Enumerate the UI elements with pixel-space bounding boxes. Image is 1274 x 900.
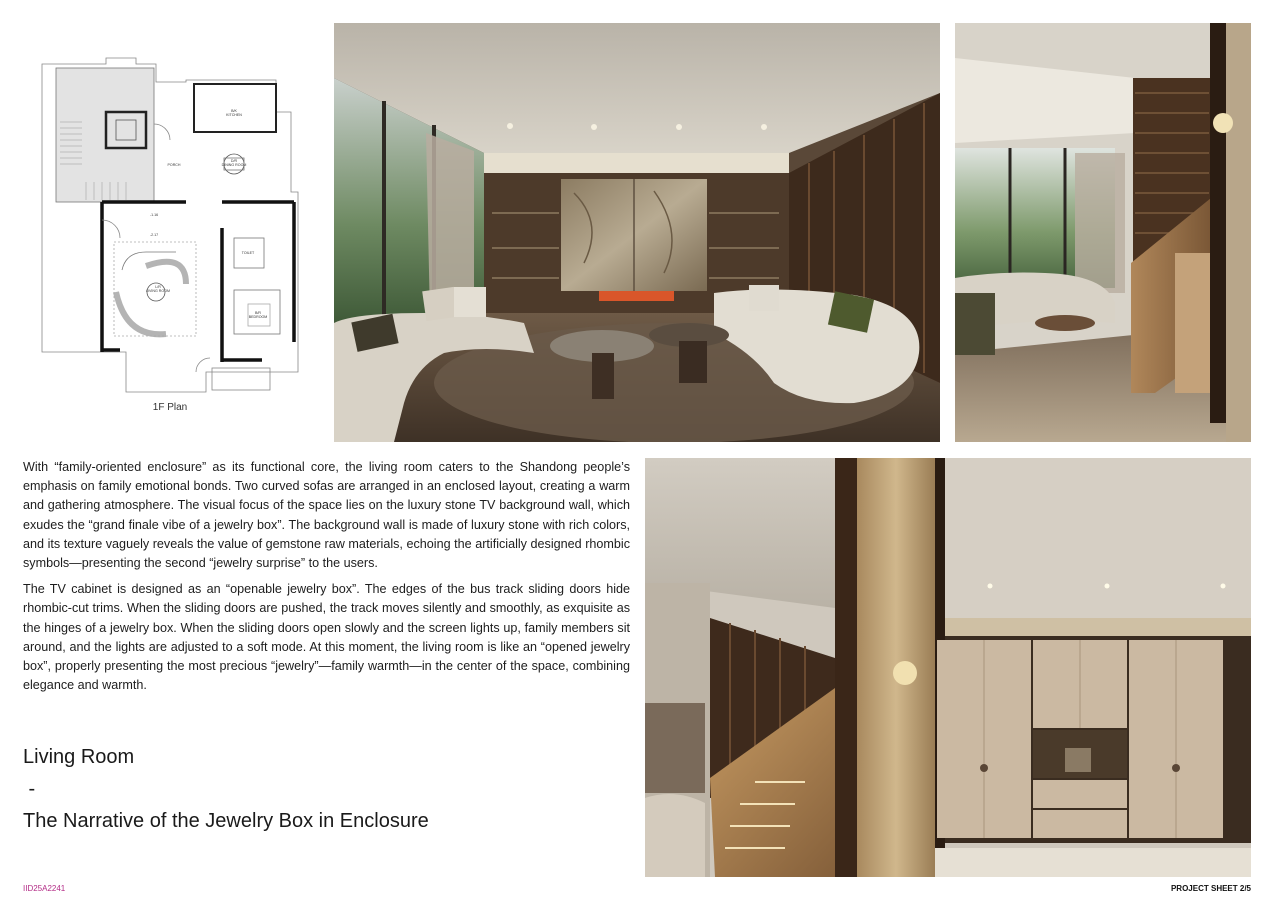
plan-label-porch: PORCH bbox=[167, 163, 181, 167]
plan-label-living: L/R bbox=[155, 285, 161, 289]
plan-label-living-sub: LIVING ROOM bbox=[146, 289, 170, 293]
plan-label-bedroom: B/R bbox=[255, 311, 261, 315]
section-title-dash: - bbox=[23, 778, 36, 800]
cabinet-wall-photo bbox=[645, 458, 1251, 877]
plan-label-dining-sub: DINING ROOM bbox=[221, 163, 247, 167]
section-title-line-3: The Narrative of the Jewelry Box in Enclosure bbox=[23, 810, 429, 832]
plan-label-kitchen: B/K bbox=[231, 109, 237, 113]
floor-plan-drawing bbox=[36, 52, 306, 397]
plan-label-kitchen-sub: KITCHEN bbox=[226, 113, 242, 117]
description-paragraph-2: The TV cabinet is designed as an “openable jewelry box”. The edges of the bus track sliding doors hide rhombic-cut trims. When the sliding doors are pushed, the track moves silently and smoothly, as exquisite as the hinges of a jewelry box. When the sliding doors open slowly and the screen lights up, family members sit around, and the lights are adjusted to a soft mode. At this moment, the living room is like an “opened jewelry box”, properly presenting the most precious “jewelry”—family warmth—in the center of the space, combining elegance and warmth. bbox=[23, 582, 630, 693]
plan-level-1: -1.16 bbox=[149, 213, 159, 217]
plan-label-bedroom-sub: BEDROOM bbox=[248, 315, 268, 319]
description-paragraph-1: With “family-oriented enclosure” as its functional core, the living room caters to the Shandong people’s emphasis on family emotional bonds. Two curved sofas are arranged in an enclosed layout, creating a warm and gathering atmosphere. The visual focus of the space lies on the luxury stone TV background wall, which exudes the “grand finale vibe of a jewelry box”. The background wall is made of luxury stone with rich colors, and its texture vaguely reveals the value of gemstone raw materials, echoing the artificially designed rhombic symbols—presenting the second “jewelry surprise” to the users. bbox=[23, 460, 630, 571]
plan-label-dining: D/R bbox=[230, 159, 238, 163]
project-id: IID25A2241 bbox=[23, 884, 66, 893]
section-title-line-1: Living Room bbox=[23, 746, 135, 768]
staircase-photo bbox=[955, 23, 1251, 442]
section-title bbox=[23, 741, 623, 837]
description bbox=[23, 458, 630, 702]
plan-label-toilet: TOILET bbox=[241, 251, 255, 255]
floor-plan bbox=[36, 52, 306, 397]
living-room-photo bbox=[334, 23, 940, 442]
plan-level-2: -2.17 bbox=[149, 233, 159, 237]
plan-caption: 1F Plan bbox=[152, 402, 188, 413]
sheet-number: PROJECT SHEET 2/5 bbox=[1170, 884, 1251, 893]
